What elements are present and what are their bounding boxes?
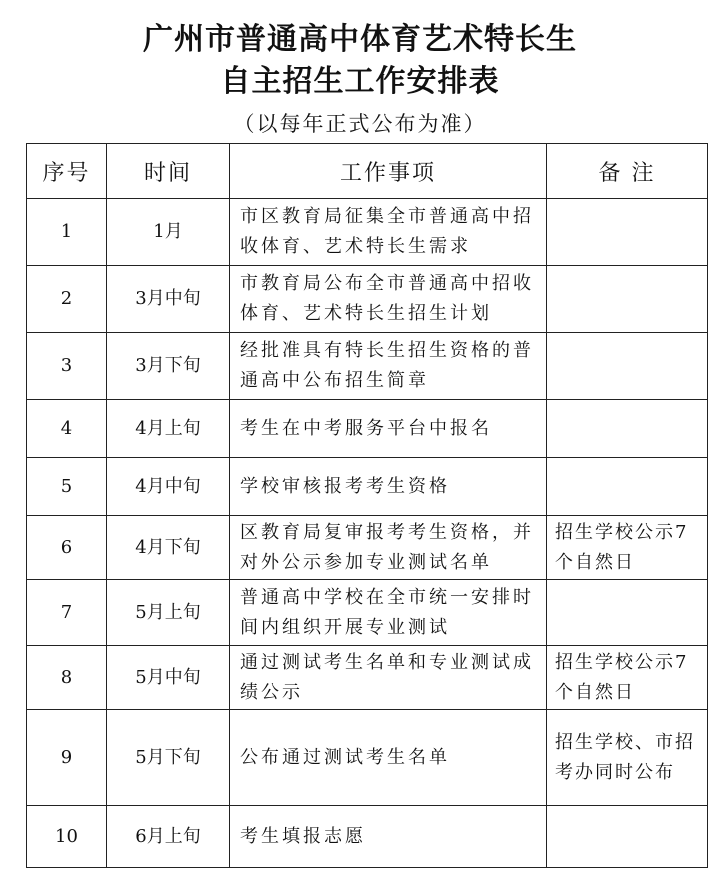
header-note: 备 注 bbox=[547, 144, 708, 199]
table-row bbox=[27, 333, 708, 400]
row-index: 1 bbox=[27, 199, 107, 266]
table-row bbox=[27, 199, 708, 266]
table-header-row bbox=[27, 144, 708, 199]
row-index: 4 bbox=[27, 400, 107, 458]
row-note bbox=[547, 199, 708, 266]
row-index: 10 bbox=[27, 806, 107, 868]
row-time: 4月中旬 bbox=[107, 458, 230, 516]
table-row bbox=[27, 646, 708, 710]
row-task: 普通高中学校在全市统一安排时间内组织开展专业测试 bbox=[230, 580, 547, 646]
row-time: 6月上旬 bbox=[107, 806, 230, 868]
page-title-line1: 广州市普通高中体育艺术特长生 bbox=[143, 22, 577, 57]
table-row bbox=[27, 400, 708, 458]
header-task: 工作事项 bbox=[230, 144, 547, 199]
schedule-table bbox=[26, 143, 708, 868]
row-note: 招生学校公示7个自然日 bbox=[547, 516, 708, 580]
row-note bbox=[547, 400, 708, 458]
row-time: 1月 bbox=[107, 199, 230, 266]
table-row bbox=[27, 266, 708, 333]
table-row bbox=[27, 806, 708, 868]
table-row bbox=[27, 516, 708, 580]
row-time: 5月下旬 bbox=[107, 710, 230, 806]
row-task: 市区教育局征集全市普通高中招收体育、艺术特长生需求 bbox=[230, 199, 547, 266]
row-note bbox=[547, 458, 708, 516]
row-time: 4月上旬 bbox=[107, 400, 230, 458]
row-note bbox=[547, 333, 708, 400]
row-task: 学校审核报考考生资格 bbox=[230, 458, 547, 516]
header-time: 时间 bbox=[107, 144, 230, 199]
page-subtitle: （以每年正式公布为准） bbox=[233, 112, 487, 136]
row-note: 招生学校、市招考办同时公布 bbox=[547, 710, 708, 806]
row-time: 5月上旬 bbox=[107, 580, 230, 646]
row-time: 3月中旬 bbox=[107, 266, 230, 333]
row-task: 通过测试考生名单和专业测试成绩公示 bbox=[230, 646, 547, 710]
row-task: 市教育局公布全市普通高中招收体育、艺术特长生招生计划 bbox=[230, 266, 547, 333]
row-index: 5 bbox=[27, 458, 107, 516]
row-task: 考生填报志愿 bbox=[230, 806, 547, 868]
row-index: 7 bbox=[27, 580, 107, 646]
row-task: 公布通过测试考生名单 bbox=[230, 710, 547, 806]
row-index: 6 bbox=[27, 516, 107, 580]
row-time: 5月中旬 bbox=[107, 646, 230, 710]
page-title-line2: 自主招生工作安排表 bbox=[220, 64, 500, 99]
table-row bbox=[27, 710, 708, 806]
table-row bbox=[27, 458, 708, 516]
row-time: 4月下旬 bbox=[107, 516, 230, 580]
row-note: 招生学校公示7个自然日 bbox=[547, 646, 708, 710]
row-index: 2 bbox=[27, 266, 107, 333]
row-index: 8 bbox=[27, 646, 107, 710]
row-index: 3 bbox=[27, 333, 107, 400]
header-index: 序号 bbox=[27, 144, 107, 199]
row-task: 考生在中考服务平台中报名 bbox=[230, 400, 547, 458]
row-note bbox=[547, 806, 708, 868]
row-index: 9 bbox=[27, 710, 107, 806]
row-note bbox=[547, 580, 708, 646]
table-row bbox=[27, 580, 708, 646]
row-task: 区教育局复审报考考生资格，并对外公示参加专业测试名单 bbox=[230, 516, 547, 580]
row-time: 3月下旬 bbox=[107, 333, 230, 400]
row-task: 经批准具有特长生招生资格的普通高中公布招生简章 bbox=[230, 333, 547, 400]
row-note bbox=[547, 266, 708, 333]
